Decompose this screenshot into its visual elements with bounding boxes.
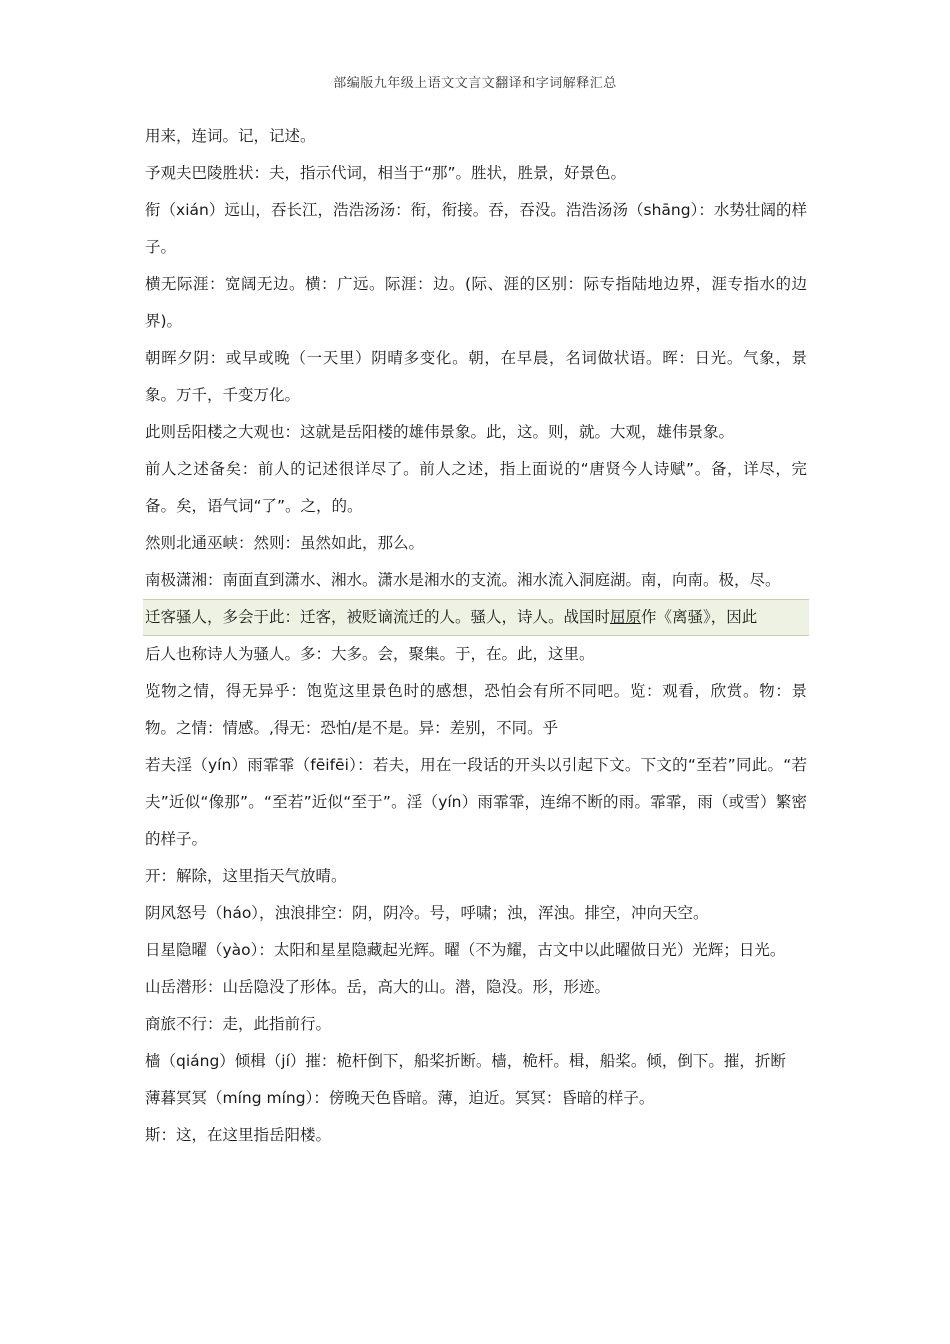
highlighted-annotation-entry	[143, 599, 809, 636]
annotation-entry: 前人之述备矣：前人的记述很详尽了。前人之述，指上面说的“唐贤今人诗赋”。备，详尽，完备。矣，语气词“了”。之，的。	[145, 460, 807, 515]
annotation-entry: 日星隐曜（yào）：太阳和星星隐藏起光辉。曜（不为耀，古文中以此曜做日光）光辉；日光。	[145, 941, 786, 959]
annotation-entry: 然则北通巫峡：然则：虽然如此，那么。	[145, 534, 425, 552]
annotation-entry: 横无际涯：宽阔无边。横：广远。际涯：边。(际、涯的区别：际专指陆地边界，涯专指水的边界)。	[145, 275, 807, 330]
page-header: 部编版九年级上语文文言文翻译和字词解释汇总	[333, 76, 617, 91]
annotation-entry: 衔（xián）远山，吞长江，浩浩汤汤：衔，衔接。吞，吞没。浩浩汤汤（shāng）：水势壮阔的样子。	[145, 201, 807, 256]
annotation-entry: 此则岳阳楼之大观也：这就是岳阳楼的雄伟景象。此，这。则，就。大观，雄伟景象。	[145, 423, 735, 441]
annotation-entry: 樯（qiáng）倾楫（jí）摧：桅杆倒下，船桨折断。樯，桅杆。楫，船桨。倾，倒下。摧，折断	[145, 1052, 786, 1070]
annotation-entry: 若夫淫（yín）雨霏霏（fēifēi）：若夫，用在一段话的开头以引起下文。下文的“至若”同此。“若夫”近似“像那”。“至若”近似“至于”。淫（yín）雨霏霏，连绵不断的雨。霏霏，雨（或雪）繁密的样子。	[145, 756, 807, 848]
annotation-entry: 薄暮冥冥（míng míng）：傍晚天色昏暗。薄，迫近。冥冥：昏暗的样子。	[145, 1089, 655, 1107]
annotation-entry: 予观夫巴陵胜状：夫，指示代词，相当于“那”。胜状，胜景，好景色。	[145, 164, 627, 182]
annotation-entry: 用来，连词。记，记述。	[145, 127, 316, 145]
annotation-entry: 阴风怒号（háo），浊浪排空：阴，阴冷。号，呼啸；浊，浑浊。排空，冲向天空。	[145, 904, 709, 922]
annotation-entry: 商旅不行：走，此指前行。	[145, 1015, 332, 1033]
annotation-entry: 后人也称诗人为骚人。多：大多。会，聚集。于，在。此，这里。	[145, 645, 595, 663]
annotation-entry: 山岳潜形：山岳隐没了形体。岳，高大的山。潜，隐没。形，形迹。	[145, 978, 611, 996]
entry-text-after-link: 作《离骚》，因此	[641, 608, 758, 626]
qu-yuan-link[interactable]: 屈原	[610, 608, 642, 626]
annotation-entry: 开：解除，这里指天气放晴。	[145, 867, 347, 885]
annotation-entry: 斯：这，在这里指岳阳楼。	[145, 1126, 332, 1144]
annotation-entry: 南极潇湘：南面直到潇水、湘水。潇水是湘水的支流。湘水流入洞庭湖。南，向南。极，尽。	[145, 571, 781, 589]
entry-text-before-link: 迁客骚人，多会于此：迁客，被贬谪流迁的人。骚人，诗人。战国时	[145, 608, 611, 626]
annotation-entry: 览物之情，得无异乎：饱览这里景色时的感想，恐怕会有所不同吧。览：观看，欣赏。物：景物。之情：情感。,得无：恐怕/是不是。异：差别，不同。乎	[145, 682, 807, 737]
document-body	[145, 118, 807, 1154]
annotation-entry: 朝晖夕阴：或早或晚（一天里）阴晴多变化。朝，在早晨，名词做状语。晖：日光。气象，景象。万千，千变万化。	[145, 349, 807, 404]
